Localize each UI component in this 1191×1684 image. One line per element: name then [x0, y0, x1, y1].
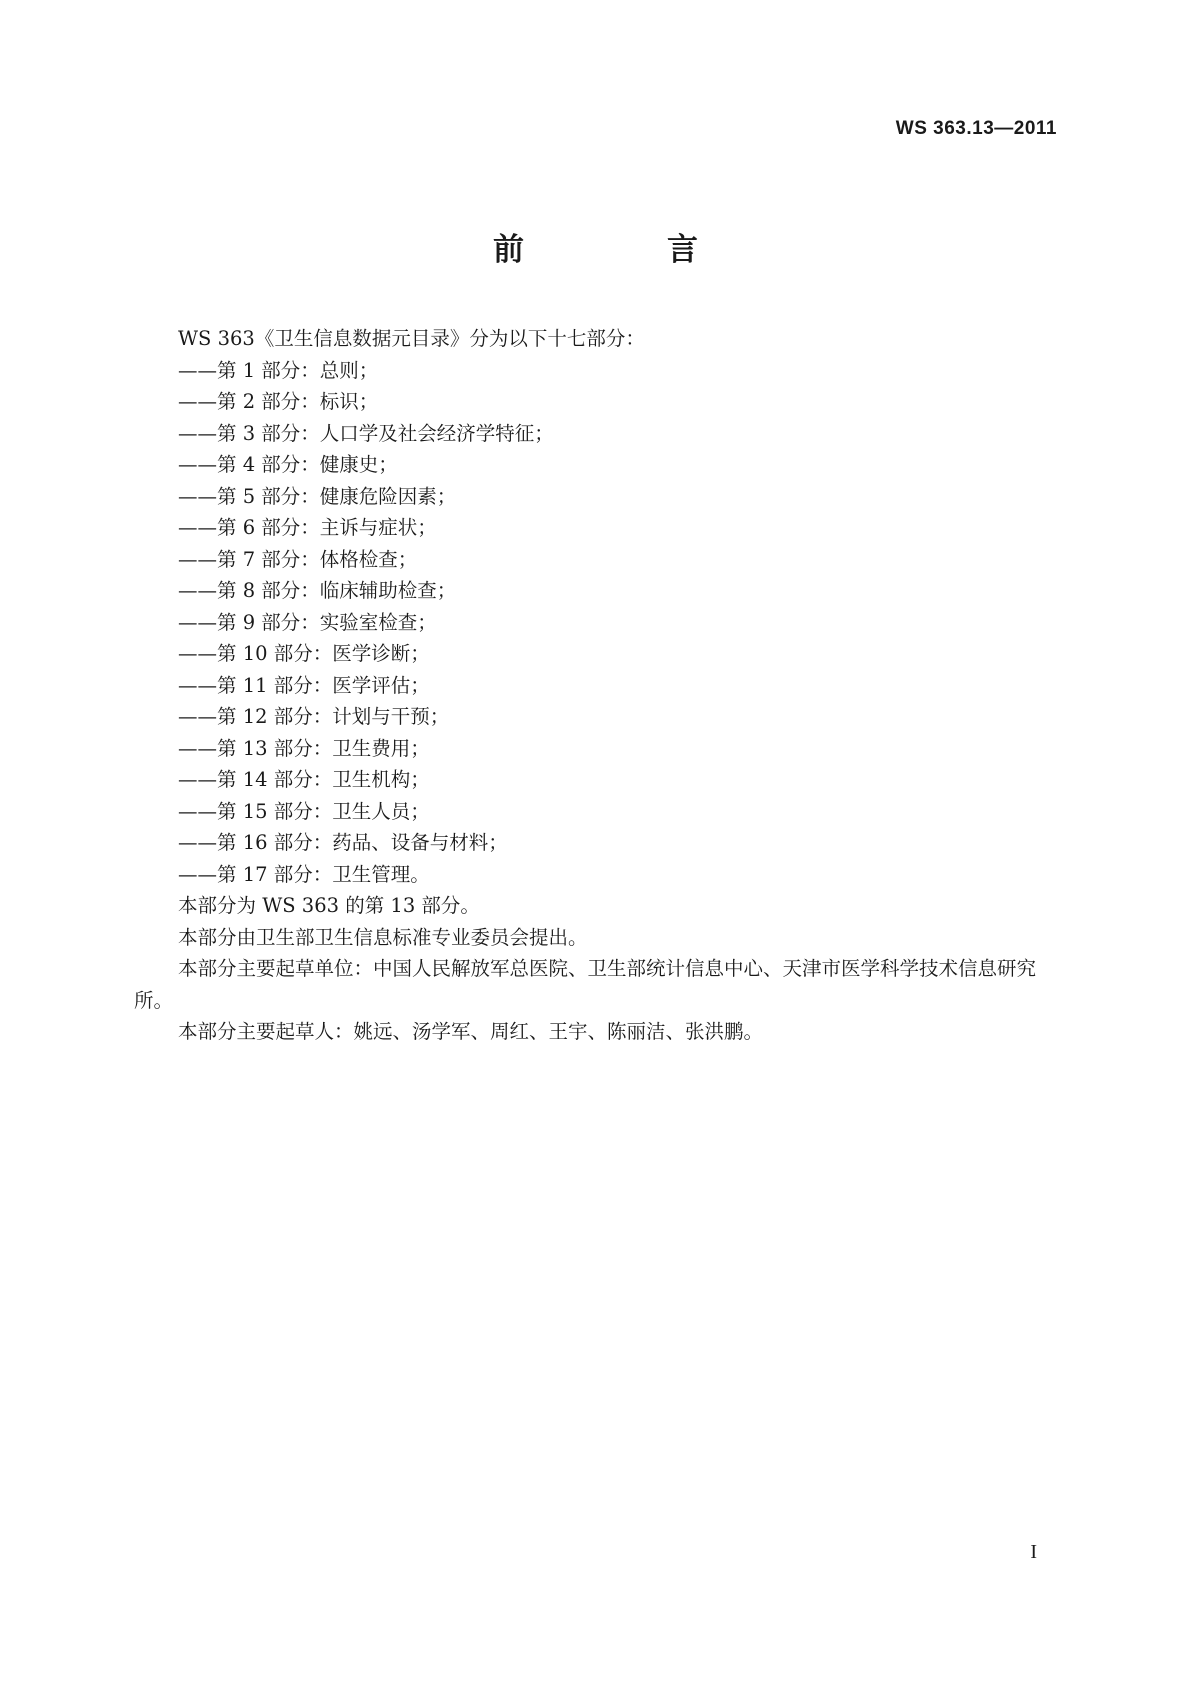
part-item-3: ——第 3 部分：人口学及社会经济学特征； — [178, 421, 554, 445]
part-item-8: ——第 8 部分：临床辅助检查； — [178, 579, 457, 602]
part-item-6: ——第 6 部分：主诉与症状； — [178, 516, 437, 539]
part-item-2: ——第 2 部分：标识； — [178, 390, 379, 413]
part-item-12: ——第 12 部分：计划与干预； — [178, 705, 450, 728]
page-number: I — [1030, 1541, 1037, 1563]
drafting-units-statement: 本部分主要起草单位：中国人民解放军总医院、卫生部统计信息中心、天津市医学科学技术信息研究所。 — [134, 957, 1037, 1012]
standard-code: WS 363.13—2011 — [895, 118, 1057, 139]
part-item-10: ——第 10 部分：医学诊断； — [178, 642, 430, 665]
part-item-17: ——第 17 部分：卫生管理。 — [178, 862, 430, 886]
foreword-body — [134, 323, 1058, 1048]
drafters-statement: 本部分主要起草人：姚远、汤学军、周红、王宇、陈丽洁、张洪鹏。 — [178, 1020, 764, 1043]
part-item-15: ——第 15 部分：卫生人员； — [178, 799, 430, 823]
part-item-16: ——第 16 部分：药品、设备与材料； — [178, 831, 508, 854]
part-item-1: ——第 1 部分：总则； — [178, 358, 379, 382]
part-item-9: ——第 9 部分：实验室检查； — [178, 610, 437, 634]
part-item-4: ——第 4 部分：健康史； — [178, 453, 398, 476]
page-title: 前 言 — [493, 232, 754, 268]
part-item-14: ——第 14 部分：卫生机构； — [178, 768, 430, 791]
part-item-7: ——第 7 部分：体格检查； — [178, 547, 418, 571]
part-item-11: ——第 11 部分：医学评估； — [178, 673, 430, 697]
part-item-13: ——第 13 部分：卫生费用； — [178, 736, 430, 760]
proposed-by-statement: 本部分由卫生部卫生信息标准专业委员会提出。 — [178, 925, 588, 949]
this-part-statement: 本部分为 WS 363 的第 13 部分。 — [178, 894, 480, 917]
part-item-5: ——第 5 部分：健康危险因素； — [178, 484, 457, 508]
intro-paragraph: WS 363《卫生信息数据元目录》分为以下十七部分： — [178, 327, 645, 350]
